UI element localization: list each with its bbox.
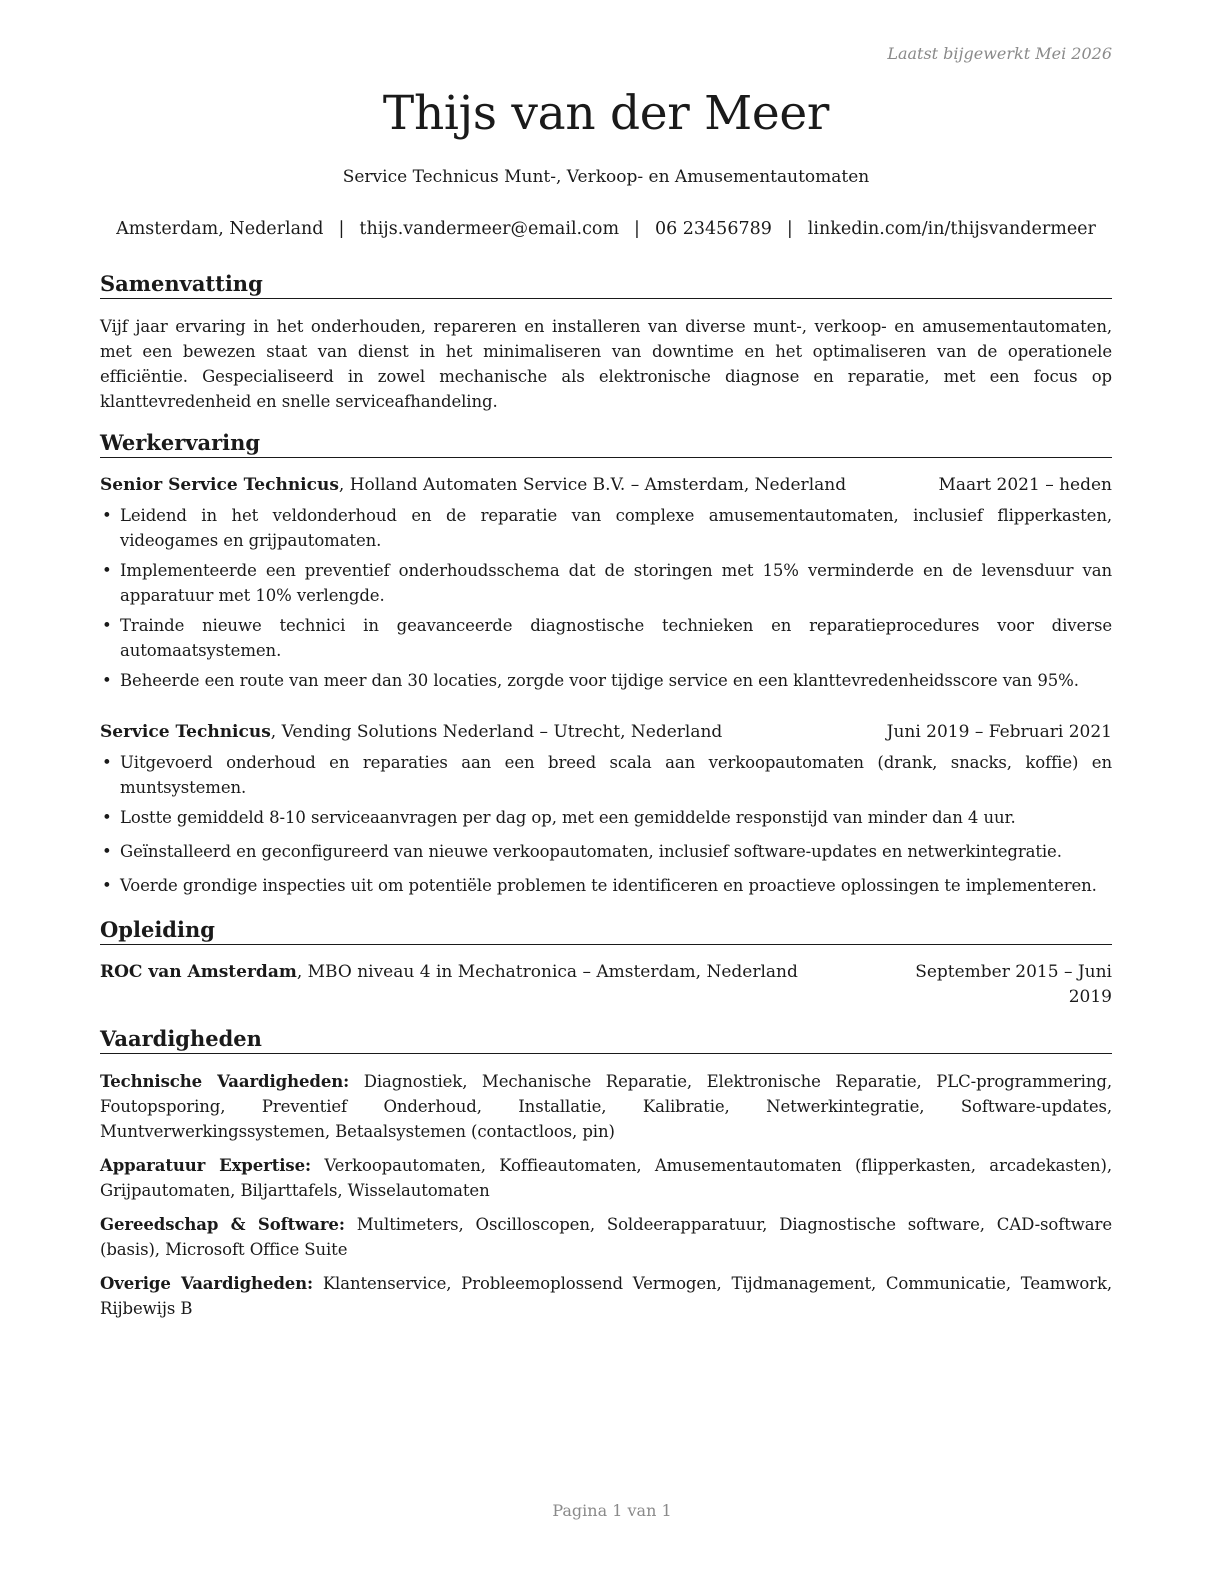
job-dates: Maart 2021 – heden bbox=[938, 475, 1112, 495]
section-title-skills: Vaardigheden bbox=[100, 1026, 1112, 1054]
education-entry bbox=[100, 960, 1112, 1010]
last-updated: Laatst bijgewerkt Mei 2026 bbox=[887, 44, 1112, 63]
skill-text: Diagnostiek, Mechanische Reparatie, Elektronische Reparatie, PLC-programmering, Foutopsporing, Preventief Onderhoud, Installatie, Kalibratie, Netwerkintegratie, Software-updates, Muntverwerkingssystemen, Betaalsystemen (contactloos, pin) bbox=[100, 1072, 1112, 1141]
skill-label: Apparatuur Expertise: bbox=[100, 1156, 312, 1175]
summary-text: Vijf jaar ervaring in het onderhouden, repareren en installeren van diverse munt-, verkoop- en amusementautomaten, met een bewezen staat van dienst in het minimaliseren van downtime en het optimaliseren van de operationele efficiëntie. Gespecialiseerd in zowel mechanische als elektronische diagnose en reparatie, met een focus op klanttevredenheid en snelle serviceafhandeling. bbox=[100, 317, 1112, 411]
list-item: • Leidend in het veldonderhoud en de reparatie van complexe amusementautomaten, inclusief flipperkasten, videogames en grijpautomaten. bbox=[100, 503, 1112, 553]
job-header bbox=[100, 720, 1112, 745]
education-school: ROC van Amsterdam bbox=[100, 962, 297, 982]
list-item: • Trainde nieuwe technici in geavanceerde diagnostische technieken en reparatieprocedures voor diverse automaatsystemen. bbox=[100, 613, 1112, 663]
skill-group bbox=[100, 1153, 1112, 1203]
list-item: • Implementeerde een preventief onderhoudsschema dat de storingen met 15% verminderde en de levensduur van apparatuur met 10% verlengde. bbox=[100, 558, 1112, 608]
section-title-education: Opleiding bbox=[100, 917, 1112, 945]
job-role: Service Technicus bbox=[100, 722, 271, 742]
list-item: • Uitgevoerd onderhoud en reparaties aan een breed scala aan verkoopautomaten (drank, snacks, koffie) en muntsystemen. bbox=[100, 750, 1112, 800]
contact-email[interactable]: thijs.vandermeer@email.com bbox=[359, 219, 620, 239]
education-dates: September 2015 – Juni 2019 bbox=[915, 962, 1112, 1007]
contact-location: Amsterdam, Nederland bbox=[116, 219, 324, 239]
skill-group bbox=[100, 1069, 1112, 1144]
separator: | bbox=[338, 219, 345, 239]
job-role: Senior Service Technicus bbox=[100, 475, 339, 495]
list-item: • Geïnstalleerd en geconfigureerd van nieuwe verkoopautomaten, inclusief software-updates en netwerkintegratie. bbox=[100, 839, 1112, 864]
list-item: • Beheerde een route van meer dan 30 locaties, zorgde voor tijdige service en een klanttevredenheidsscore van 95%. bbox=[100, 668, 1112, 693]
section-title-summary: Samenvatting bbox=[100, 271, 1112, 299]
skill-label: Technische Vaardigheden: bbox=[100, 1072, 350, 1091]
skill-group bbox=[100, 1271, 1112, 1321]
contact-line bbox=[100, 219, 1112, 239]
page-number: Pagina 1 van 1 bbox=[552, 1501, 672, 1520]
page-title: Thijs van der Meer bbox=[382, 86, 830, 141]
education-detail: , MBO niveau 4 in Mechatronica – Amsterdam, Nederland bbox=[296, 962, 798, 982]
skill-text: Verkoopautomaten, Koffieautomaten, Amusementautomaten (flipperkasten, arcadekasten), Grijpautomaten, Biljarttafels, Wisselautomaten bbox=[100, 1156, 1112, 1200]
contact-phone: 06 23456789 bbox=[654, 219, 772, 239]
list-item: • Lostte gemiddeld 8-10 serviceaanvragen per dag op, met een gemiddelde responstijd van minder dan 4 uur. bbox=[100, 805, 1112, 830]
skill-group bbox=[100, 1212, 1112, 1262]
section-title-experience: Werkervaring bbox=[100, 430, 1112, 458]
skill-text: Multimeters, Oscilloscopen, Soldeerapparatuur, Diagnostische software, CAD-software (basis), Microsoft Office Suite bbox=[100, 1215, 1112, 1259]
skill-text: Klantenservice, Probleemoplossend Vermogen, Tijdmanagement, Communicatie, Teamwork, Rijbewijs B bbox=[100, 1274, 1113, 1318]
contact-linkedin[interactable]: linkedin.com/in/thijsvandermeer bbox=[807, 219, 1096, 239]
job-title: Service Technicus Munt-, Verkoop- en Amusementautomaten bbox=[342, 167, 870, 187]
list-item: • Voerde grondige inspecties uit om potentiële problemen te identificeren en proactieve oplossingen te implementeren. bbox=[100, 873, 1112, 898]
separator: | bbox=[786, 219, 793, 239]
job-dates: Juni 2019 – Februari 2021 bbox=[886, 722, 1112, 742]
skill-label: Gereedschap & Software: bbox=[100, 1215, 345, 1234]
job-header bbox=[100, 473, 1112, 498]
separator: | bbox=[634, 219, 640, 239]
skill-label: Overige Vaardigheden: bbox=[100, 1274, 314, 1293]
job-org: , Holland Automaten Service B.V. – Amsterdam, Nederland bbox=[338, 475, 847, 495]
job-org: , Vending Solutions Nederland – Utrecht, Nederland bbox=[270, 722, 723, 742]
